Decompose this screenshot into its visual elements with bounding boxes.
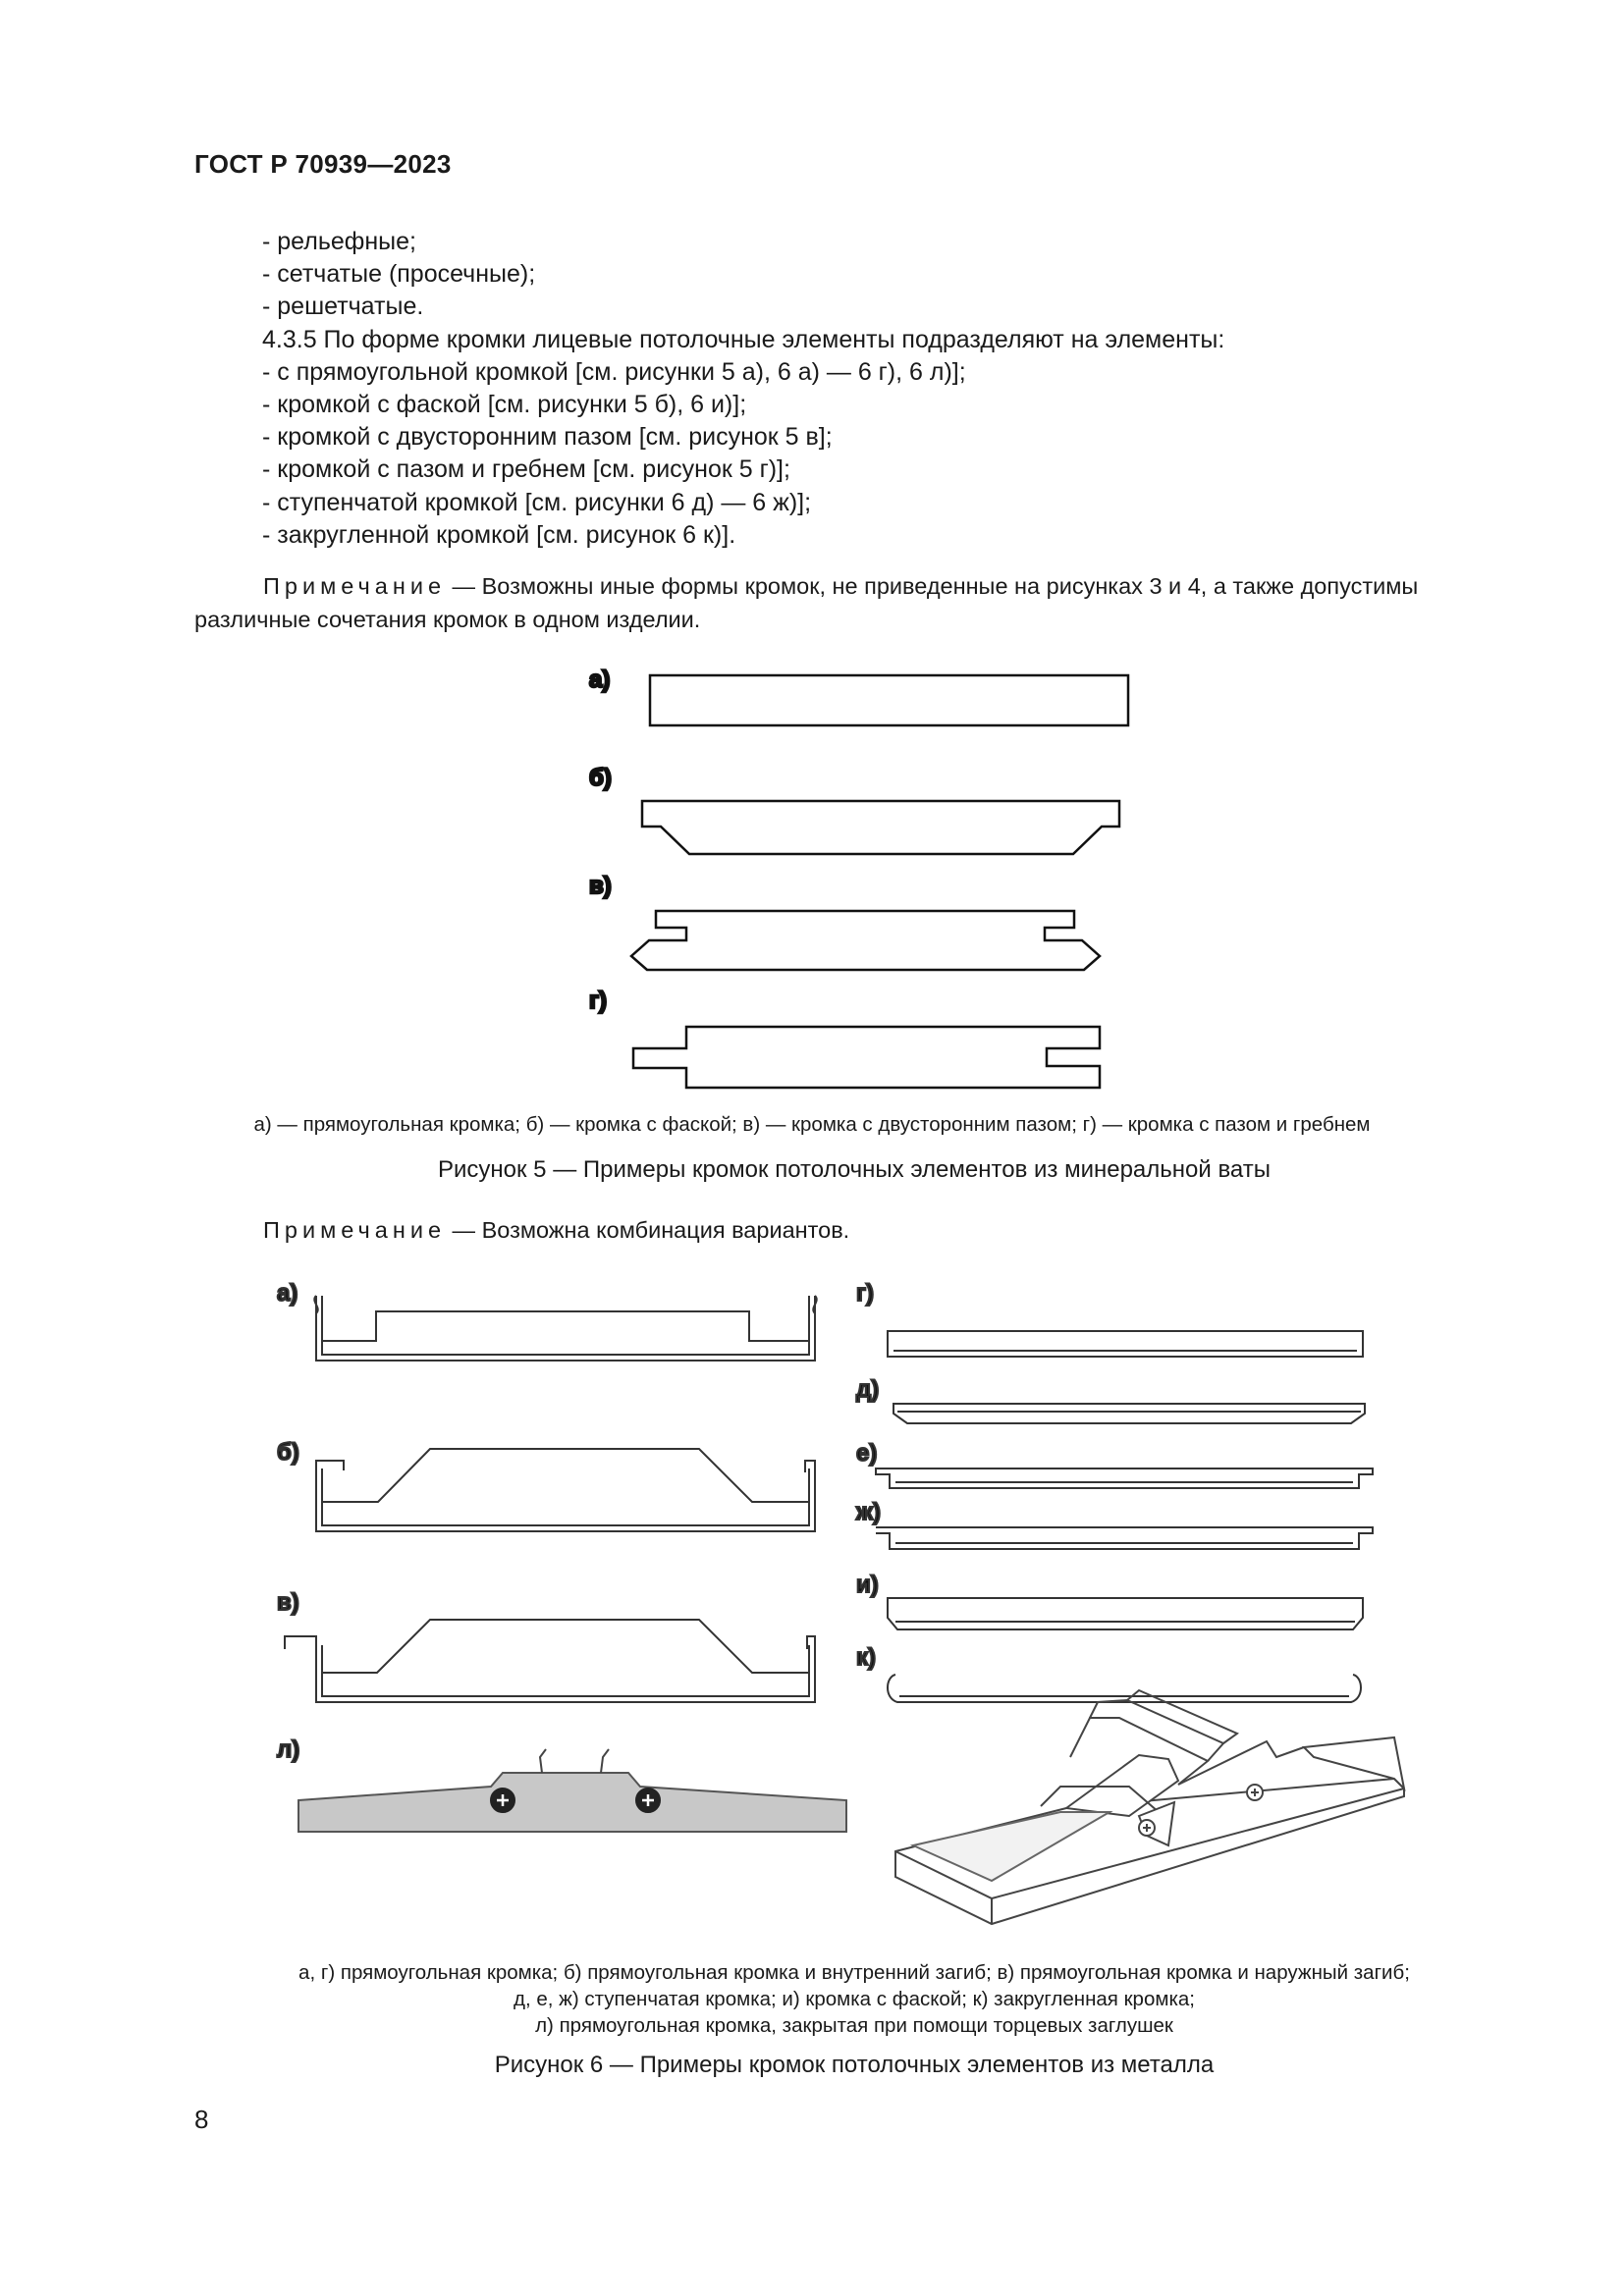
figure-6-legend-line: д, е, ж) ступенчатая кромка; и) кромка с фаской; к) закругленная кромка; <box>514 1988 1195 2010</box>
note-text-continued: различные сочетания кромок в одном изделии. <box>194 607 701 632</box>
clause-4-3-5: 4.3.5 По форме кромки лицевые потолочные элементы подразделяют на элементы: <box>262 325 1225 353</box>
profile-g-shape <box>888 1331 1363 1357</box>
profile-a-top <box>322 1311 809 1341</box>
profile-k-shape <box>888 1675 1361 1702</box>
isometric-panel-drawing <box>895 1690 1404 1924</box>
document-header: ГОСТ Р 70939—2023 <box>194 149 452 179</box>
profile-a-inner <box>322 1296 809 1355</box>
figure-6-caption: Рисунок 6 — Примеры кромок потолочных элементов из металла <box>494 2052 1215 2078</box>
figure-6-label-i: и) <box>856 1572 879 1598</box>
figure-6-label-zh: ж) <box>856 1499 882 1525</box>
profile-v-bend <box>285 1636 316 1649</box>
list-item: - ступенчатой кромкой [см. рисунки 6 д) — 6 ж)]; <box>262 488 812 516</box>
figure-6-label-a: а) <box>277 1280 298 1307</box>
profile-l-shape <box>298 1773 846 1832</box>
page-number: 8 <box>194 2105 209 2134</box>
list-item: - закругленной кромкой [см. рисунок 6 к)]. <box>262 520 736 549</box>
list-item: - кромкой с двусторонним пазом [см. рисунок 5 в]; <box>262 423 833 452</box>
figure-6-label-g: г) <box>856 1280 874 1307</box>
figure-5-caption: Рисунок 5 — Примеры кромок потолочных элементов из минеральной ваты <box>438 1156 1271 1183</box>
note-text: — Возможны иные формы кромок, не приведенные на рисунках 3 и 4, а также допустимы <box>446 573 1419 599</box>
figure-6-label-e: е) <box>856 1440 878 1467</box>
note-label: Примечание <box>263 573 447 599</box>
figure-6-legend <box>0 1959 1624 2039</box>
profile-e-shape <box>876 1468 1373 1488</box>
profile-l-clips <box>540 1749 609 1773</box>
figure-6-legend-line: а, г) прямоугольная кромка; б) прямоугольная кромка и внутренний загиб; в) прямоугольная кромка и наружный загиб; <box>298 1961 1410 1984</box>
profile-v-outer <box>316 1645 815 1702</box>
figure-5-label-b: б) <box>589 765 612 791</box>
profile-v-top <box>322 1620 809 1673</box>
list-item: - сетчатые (просечные); <box>262 260 536 289</box>
list-item: - решетчатые. <box>262 293 424 321</box>
profile-d-shape <box>893 1404 1365 1423</box>
profile-b-inner <box>322 1468 809 1525</box>
figure-6-label-l: л) <box>277 1736 300 1763</box>
profile-v-inner <box>322 1645 809 1696</box>
list-item: - рельефные; <box>262 228 416 255</box>
profile-b-top <box>322 1449 809 1502</box>
figure-6-label-v: в) <box>277 1589 299 1616</box>
note-text: — Возможна комбинация вариантов. <box>446 1217 850 1243</box>
figure-6-label-d: д) <box>856 1376 880 1403</box>
profile-b-outer <box>316 1468 815 1531</box>
figure-6-label-k: к) <box>856 1644 877 1671</box>
figure-5-legend: а) — прямоугольная кромка; б) — кромка с фаской; в) — кромка с двусторонним пазом; г) — кромка с пазом и гребнем <box>253 1113 1371 1136</box>
profile-i-shape <box>888 1598 1363 1629</box>
figure-6-label-b: б) <box>277 1439 299 1466</box>
figure-5-label-g: г) <box>589 988 607 1014</box>
list-item: - кромкой с пазом и гребнем [см. рисунок 5 г)]; <box>262 455 790 484</box>
figure-5-label-v: в) <box>589 873 612 899</box>
note-label: Примечание <box>263 1217 447 1243</box>
profile-zh-shape <box>876 1527 1373 1549</box>
figure-6-legend-line: л) прямоугольная кромка, закрытая при помощи торцевых заглушек <box>535 2014 1173 2037</box>
list-item: - кромкой с фаской [см. рисунки 5 б), 6 и)]; <box>262 391 747 419</box>
figure-5-label-a: а) <box>589 667 611 693</box>
list-item: - с прямоугольной кромкой [см. рисунки 5 а), 6 а) — 6 г), 6 л)]; <box>262 357 966 386</box>
profile-a-outer <box>316 1296 815 1361</box>
profile-b-bend <box>316 1461 344 1470</box>
